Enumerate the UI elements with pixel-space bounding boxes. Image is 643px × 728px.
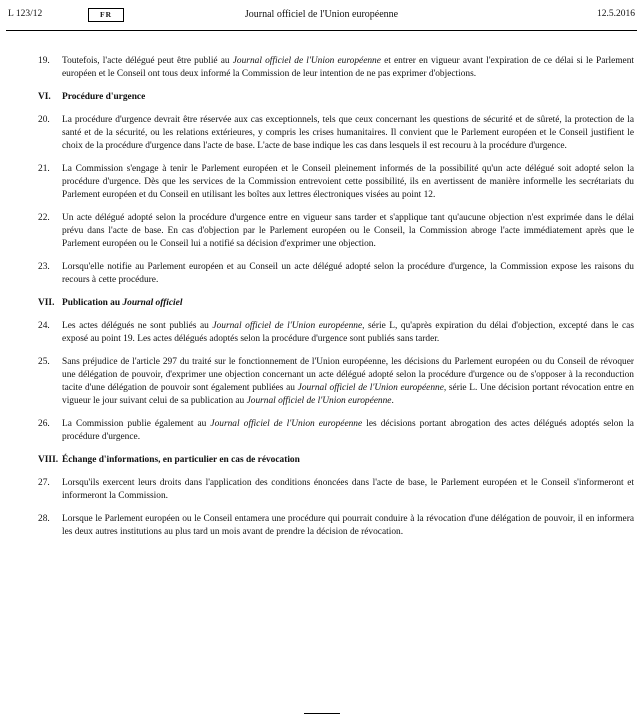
issue-date: 12.5.2016 — [597, 9, 635, 19]
item-number: 23. — [38, 262, 50, 272]
item-text: Lorsque le Parlement européen ou le Conseil entamera une procédure qui pourrait conduire à la révocation d'une délégation de pouvoir, il en informera les deux autres institutions au plus tard un mois avant de prendre la décision de révocation. — [62, 514, 634, 537]
paragraph — [38, 261, 634, 287]
paragraph — [38, 114, 634, 153]
item-text: Procédure d'urgence — [62, 92, 146, 102]
section-heading — [38, 91, 634, 104]
item-text: La Commission publie également au Journal officiel de l'Union européenne les décisions portant abrogation des actes délégués adoptés selon la procédure d'urgence. — [62, 419, 634, 442]
item-number: 21. — [38, 164, 50, 174]
item-text: Toutefois, l'acte délégué peut être publié au Journal officiel de l'Union européenne et entrer en vigueur avant l'expiration de ce délai si le Parlement européen et le Conseil ont tous deux informé la Commission de leur intention de ne pas exprimer d'objections. — [62, 56, 634, 79]
page-header — [0, 0, 643, 30]
document-body — [0, 31, 643, 539]
item-text: Un acte délégué adopté selon la procédure d'urgence entre en vigueur sans tarder et s'applique tant qu'aucune objection n'est exprimée dans le délai prévu dans l'acte de base. En cas d'objection par le Parlement européen ou le Conseil, la Commission abroge l'acte immédiatement après que le Parlement européen ou le Conseil lui a notifié sa décision d'exprimer une objection. — [62, 213, 634, 249]
page-reference: L 123/12 — [8, 9, 43, 19]
paragraph — [38, 418, 634, 444]
item-text: La procédure d'urgence devrait être réservée aux cas exceptionnels, tels que ceux concernant les questions de sécurité et de sûreté, la protection de la santé et de la sécurité, ou les relations extérieures, y compris les crises humanitaires. Il convient que le Parlement européen et le Conseil justifient le choix de la procédure d'urgence dans l'acte de base. L'acte de base indique les cas dans lesquels il est recouru à la procédure d'urgence. — [62, 115, 634, 151]
item-text: Lorsqu'ils exercent leurs droits dans l'application des conditions énoncées dans l'acte de base, le Parlement européen et le Conseil s'informeront et informeront la Commission. — [62, 478, 634, 501]
item-text: Sans préjudice de l'article 297 du traité sur le fonctionnement de l'Union européenne, les décisions du Parlement européen ou du Conseil de révoquer une délégation de pouvoir, d'exprimer une objection concernant un acte délégué adopté selon la procédure d'urgence ou de s'opposer à la reconduction tacite d'une délégation de pouvoir sont également publiées au Journal officiel de l'Union européenne, série L. Une décision portant révocation entre en vigueur le jour suivant celui de sa publication au Journal officiel de l'Union européenne. — [62, 357, 634, 406]
section-heading — [38, 297, 634, 310]
item-number: 28. — [38, 514, 50, 524]
section-heading — [38, 454, 634, 467]
paragraph — [38, 212, 634, 251]
language-badge: FR — [88, 8, 124, 22]
item-text: La Commission s'engage à tenir le Parlement européen et le Conseil pleinement informés de la possibilité qu'un acte délégué soit adopté selon la procédure d'urgence. Dès que les services de la Commission entrevoient cette possibilité, ils en avertissent de manière informelle les secrétariats du Parlement européen et du Conseil en utilisant les boîtes aux lettres électroniques visées au point 12. — [62, 164, 634, 200]
item-text: Lorsqu'elle notifie au Parlement européen et au Conseil un acte délégué adopté selon la procédure d'urgence, la Commission expose les raisons du recours à cette procédure. — [62, 262, 634, 285]
item-number: VIII. — [38, 455, 59, 465]
item-number: VI. — [38, 92, 51, 102]
paragraph — [38, 513, 634, 539]
item-number: 19. — [38, 56, 50, 66]
item-text: Échange d'informations, en particulier en cas de révocation — [62, 455, 300, 465]
item-number: 26. — [38, 419, 50, 429]
item-number: 24. — [38, 321, 50, 331]
paragraph — [38, 55, 634, 81]
paragraph — [38, 320, 634, 346]
paragraph — [38, 163, 634, 202]
item-text: Les actes délégués ne sont publiés au Journal officiel de l'Union européenne, série L, qu'après expiration du délai d'objection, excepté dans le cas exposé au point 19. Les actes délégués adoptés selon la procédure d'urgence sont publiés sans tarder. — [62, 321, 634, 344]
footer-divider — [304, 713, 340, 714]
item-number: VII. — [38, 298, 55, 308]
paragraph — [38, 356, 634, 408]
item-number: 20. — [38, 115, 50, 125]
item-number: 27. — [38, 478, 50, 488]
journal-title: Journal officiel de l'Union européenne — [244, 9, 399, 20]
item-text: Publication au Journal officiel — [62, 298, 183, 308]
paragraph — [38, 477, 634, 503]
item-number: 22. — [38, 213, 50, 223]
item-number: 25. — [38, 357, 50, 367]
